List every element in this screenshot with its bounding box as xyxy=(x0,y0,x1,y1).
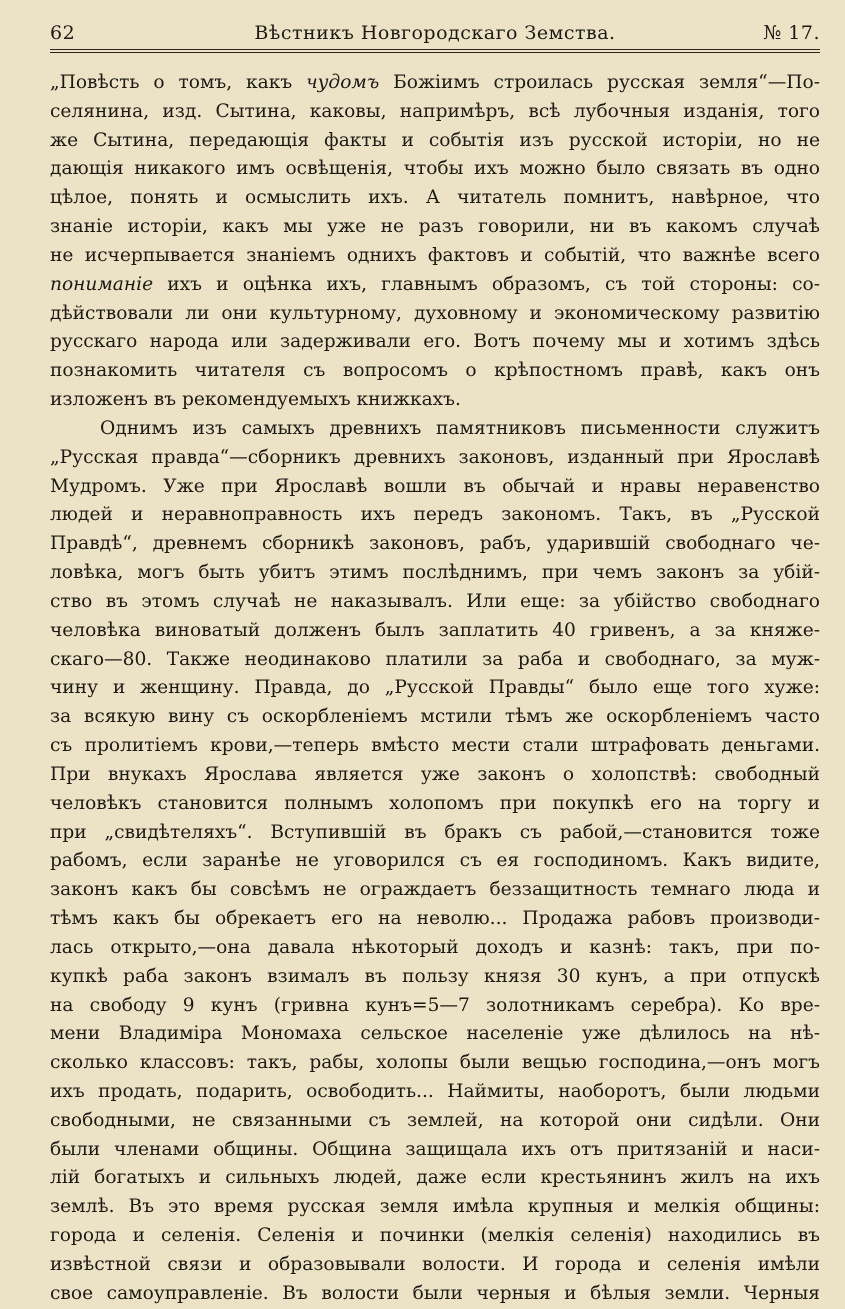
text-line: лась открыто,—она давала нѣкоторый доходъ и казнѣ: такъ, при по- xyxy=(50,936,820,958)
journal-title: Вѣстникъ Новгородскаго Земства. xyxy=(254,22,616,44)
running-header xyxy=(50,18,820,48)
text-line: съ пролитіемъ крови,—теперь вмѣсто мести стали штрафовать деньгами. xyxy=(50,735,820,757)
header-rule xyxy=(50,49,820,50)
text-line: русскаго народа или задерживали его. Вотъ почему мы и хотимъ здѣсь xyxy=(50,331,820,353)
text-line: изложенъ въ рекомендуемыхъ книжкахъ. xyxy=(50,389,461,411)
text-line: города и селенія. Селенія и починки (мелкія селенія) находились въ xyxy=(50,1225,820,1247)
body-text xyxy=(50,69,820,1309)
text-line: ство въ этомъ случаѣ не наказывалъ. Или еще: за убійство свободнаго xyxy=(50,590,820,612)
text-line: пониманіе ихъ и оцѣнка ихъ, главнымъ образомъ, съ той стороны: со- xyxy=(50,273,820,295)
text-line: человѣкъ становится полнымъ холопомъ при покупкѣ его на торгу и xyxy=(50,792,820,814)
text-line: селянина, изд. Сытина, каковы, напримѣръ, всѣ лубочныя изданія, того xyxy=(50,100,820,122)
text-line: землѣ. Въ это время русская земля имѣла крупныя и мелкія общины: xyxy=(50,1196,820,1218)
text-line: „Повѣсть о томъ, какъ чудомъ Божіимъ строилась русская земля“—По- xyxy=(50,72,820,93)
text-line: купкѣ раба законъ взималъ въ пользу князя 30 кунъ, а при отпускѣ xyxy=(50,965,820,987)
text-line: дѣйствовали ли они культурному, духовному и экономическому развитію xyxy=(50,302,820,324)
text-line: цѣлое, понять и осмыслить ихъ. А читатель помнитъ, навѣрное, что xyxy=(50,187,820,209)
emphasis: чудомъ xyxy=(306,72,380,93)
text-line: законъ какъ бы совсѣмъ не ограждаетъ беззащитность темнаго люда и xyxy=(50,879,820,901)
text-line: людей и неравноправность ихъ передъ закономъ. Такъ, въ „Русской xyxy=(50,504,820,526)
text-line: мени Владиміра Мономаха сельское населеніе уже дѣлилось на нѣ- xyxy=(50,1023,820,1045)
text-line: скаго—80. Также неодинаково платили за раба и свободнаго, за муж- xyxy=(50,648,820,670)
text-line: рабомъ, если заранѣе не уговорился съ ея господиномъ. Какъ видите, xyxy=(50,850,820,872)
text-line: „Русская правда“—сборникъ древнихъ законовъ, изданный при Ярославѣ xyxy=(50,446,820,468)
text-line: были членами общины. Община защищала ихъ отъ притязаній и наси- xyxy=(50,1138,820,1160)
page-number: 62 xyxy=(50,22,76,44)
text-line: ловѣка, могъ быть убитъ этимъ послѣднимъ, при чемъ законъ за убій- xyxy=(50,562,820,584)
text-line: свободными, не связанными съ землей, на которой они сидѣли. Они xyxy=(50,1109,820,1131)
text-line: Правдѣ“, древнемъ сборникѣ законовъ, рабъ, ударившій свободнаго че- xyxy=(50,533,820,555)
text-line: Мудромъ. Уже при Ярославѣ вошли въ обычай и нравы неравенство xyxy=(50,475,820,497)
text-line: Однимъ изъ самыхъ древнихъ памятниковъ письменности служитъ xyxy=(100,417,820,439)
text-line: знаніе исторіи, какъ мы уже не разъ говорили, ни въ какомъ случаѣ xyxy=(50,216,820,238)
text-line: познакомить читателя съ вопросомъ о крѣпостномъ правѣ, какъ онъ xyxy=(50,360,820,382)
text-line: извѣстной связи и образовывали волости. И города и селенія имѣли xyxy=(50,1253,820,1275)
text-line: При внукахъ Ярослава является уже законъ о холопствѣ: свободный xyxy=(50,763,820,785)
text-line: лій богатыхъ и сильныхъ людей, даже если крестьянинъ жилъ на ихъ xyxy=(50,1167,820,1189)
text-line: человѣка виноватый долженъ былъ заплатить 40 гривенъ, а за княже- xyxy=(50,619,820,641)
text-line: тѣмъ какъ бы обрекаетъ его на неволю... Продажа рабовъ производи- xyxy=(50,908,820,930)
text-line: ихъ продать, подарить, освободить... Наймиты, наоборотъ, были людьми xyxy=(50,1080,820,1102)
emphasis: пониманіе xyxy=(50,273,154,295)
text-line: чину и женщину. Правда, до „Русской Правды“ было еще того хуже: xyxy=(50,677,820,699)
text-line: свое самоуправленіе. Въ волости были черныя и бѣлыя земли. Черныя xyxy=(50,1282,820,1304)
text-line: сколько классовъ: такъ, рабы, холопы были вещью господина,—онъ могъ xyxy=(50,1052,820,1074)
text-line: дающія никакого имъ освѣщенія, чтобы ихъ можно было связать въ одно xyxy=(50,158,820,180)
text-line: за всякую вину съ оскорбленіемъ мстили тѣмъ же оскорбленіемъ часто xyxy=(50,706,820,728)
header-rule xyxy=(50,52,820,53)
issue-number: № 17. xyxy=(763,22,820,44)
text-line: на свободу 9 кунъ (гривна кунъ=5—7 золотникамъ серебра). Ко вре- xyxy=(50,994,820,1016)
text-line: же Сытина, передающія факты и событія изъ русской исторіи, но не xyxy=(50,129,820,151)
text-line: не исчерпывается знаніемъ однихъ фактовъ и событій, что важнѣе всего xyxy=(50,244,820,266)
text-line: при „свидѣтеляхъ“. Вступившій въ бракъ съ рабой,—становится тоже xyxy=(50,821,820,843)
